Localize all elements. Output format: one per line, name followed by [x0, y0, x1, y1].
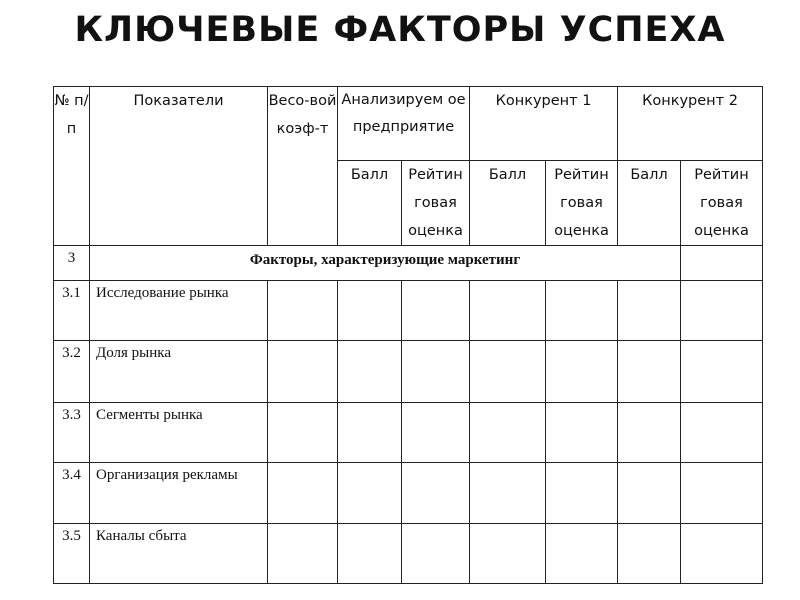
rating-cell[interactable]	[402, 403, 470, 463]
row-label: Организация рекламы	[90, 463, 268, 524]
header-competitor-2: Конкурент 2	[618, 87, 763, 161]
section-num: 3	[54, 246, 90, 281]
header-rating: Рейтин говая оценка	[402, 161, 470, 246]
score-cell[interactable]	[618, 341, 681, 403]
score-cell[interactable]	[618, 403, 681, 463]
score-cell[interactable]	[338, 281, 402, 341]
score-cell[interactable]	[470, 281, 546, 341]
row-label: Каналы сбыта	[90, 524, 268, 584]
rating-cell[interactable]	[681, 341, 763, 403]
weight-cell[interactable]	[268, 281, 338, 341]
weight-cell[interactable]	[268, 403, 338, 463]
score-cell[interactable]	[470, 463, 546, 524]
score-cell[interactable]	[470, 524, 546, 584]
row-num: 3.3	[54, 403, 90, 463]
row-label: Доля рынка	[90, 341, 268, 403]
table-row	[54, 341, 763, 403]
section-label: Факторы, характеризующие маркетинг	[90, 246, 681, 281]
table-row	[54, 403, 763, 463]
rating-cell[interactable]	[546, 463, 618, 524]
header-weight: Весо-вой коэф-т	[268, 87, 338, 246]
rating-cell[interactable]	[546, 403, 618, 463]
row-label: Сегменты рынка	[90, 403, 268, 463]
header-analyzed-enterprise: Анализируем ое предприятие	[338, 87, 470, 161]
header-indicators: Показатели	[90, 87, 268, 246]
score-cell[interactable]	[470, 341, 546, 403]
header-score: Балл	[338, 161, 402, 246]
score-cell[interactable]	[470, 403, 546, 463]
header-rating: Рейтин говая оценка	[681, 161, 763, 246]
row-num: 3.2	[54, 341, 90, 403]
section-row	[54, 246, 763, 281]
row-num: 3.5	[54, 524, 90, 584]
score-cell[interactable]	[618, 281, 681, 341]
rating-cell[interactable]	[681, 463, 763, 524]
header-competitor-1: Конкурент 1	[470, 87, 618, 161]
row-num: 3.1	[54, 281, 90, 341]
key-success-factors-table	[53, 86, 763, 584]
rating-cell[interactable]	[402, 341, 470, 403]
score-cell[interactable]	[618, 463, 681, 524]
weight-cell[interactable]	[268, 463, 338, 524]
rating-cell[interactable]	[681, 403, 763, 463]
rating-cell[interactable]	[402, 463, 470, 524]
row-label: Исследование рынка	[90, 281, 268, 341]
header-row	[54, 87, 763, 161]
rating-cell[interactable]	[546, 524, 618, 584]
table-row	[54, 281, 763, 341]
weight-cell[interactable]	[268, 341, 338, 403]
header-score: Балл	[470, 161, 546, 246]
score-cell[interactable]	[338, 341, 402, 403]
score-cell[interactable]	[338, 463, 402, 524]
table-row	[54, 524, 763, 584]
rating-cell[interactable]	[402, 524, 470, 584]
weight-cell[interactable]	[268, 524, 338, 584]
score-cell[interactable]	[338, 524, 402, 584]
rating-cell[interactable]	[681, 524, 763, 584]
rating-cell[interactable]	[681, 281, 763, 341]
header-rating: Рейтин говая оценка	[546, 161, 618, 246]
score-cell[interactable]	[618, 524, 681, 584]
row-num: 3.4	[54, 463, 90, 524]
table-row	[54, 463, 763, 524]
rating-cell[interactable]	[402, 281, 470, 341]
score-cell[interactable]	[338, 403, 402, 463]
rating-cell[interactable]	[546, 341, 618, 403]
header-num: № п/п	[54, 87, 90, 246]
header-score: Балл	[618, 161, 681, 246]
page-title: КЛЮЧЕВЫЕ ФАКТОРЫ УСПЕХА	[74, 10, 726, 50]
rating-cell[interactable]	[546, 281, 618, 341]
